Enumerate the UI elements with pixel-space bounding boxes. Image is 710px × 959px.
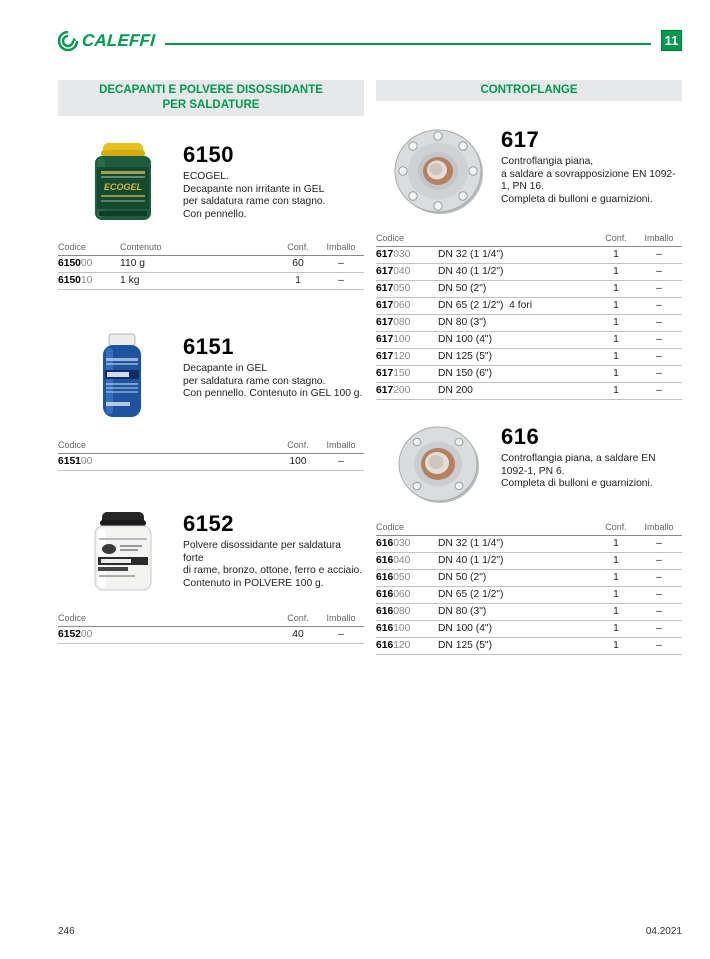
product-616 [376, 418, 682, 506]
product-photo-617 [376, 121, 501, 217]
table-header-row [58, 436, 364, 454]
table-6151 [58, 436, 364, 471]
content-cell: DN 125 (5") [438, 351, 493, 362]
product-description-6152 [183, 540, 364, 590]
code-cell: 617060 [376, 300, 411, 311]
conf-cell: 1 [613, 385, 619, 396]
description-line: Con pennello. Contenuto in GEL 100 g. [183, 388, 363, 399]
code-cell: 616080 [376, 606, 411, 617]
page-footer [58, 926, 682, 937]
code-cell: 615200 [58, 629, 93, 640]
imballo-cell: – [656, 623, 662, 634]
flange-8-hole-icon [391, 125, 487, 217]
flange-4-hole-icon [396, 422, 482, 506]
column-header: Imballo [326, 613, 356, 623]
imballo-cell: – [338, 275, 344, 286]
content-cell: 1 kg [120, 275, 140, 286]
imballo-cell: – [656, 317, 662, 328]
content-cell: DN 125 (5") [438, 640, 493, 651]
right-column [376, 80, 682, 655]
content-cell: DN 40 (1 1/2") [438, 555, 504, 566]
description-line: Decapante non irritante in GEL [183, 183, 325, 195]
conf-cell: 40 [292, 629, 304, 640]
table-row [376, 298, 682, 315]
page-number: 246 [58, 926, 75, 937]
content-cell: 110 g [120, 258, 146, 269]
column-header: Conf. [605, 233, 627, 243]
imballo-cell: – [656, 266, 662, 277]
table-6152 [58, 609, 364, 644]
column-header: Codice [58, 242, 87, 252]
table-row [376, 383, 682, 400]
code-cell: 617200 [376, 385, 411, 396]
product-photo-6150 [58, 136, 183, 224]
column-header: Imballo [644, 233, 674, 243]
table-row [58, 256, 364, 273]
imballo-cell: – [656, 640, 662, 651]
imballo-cell: – [656, 300, 662, 311]
table-header-row [376, 229, 682, 247]
page-header [58, 30, 682, 51]
section-header-decapanti [58, 80, 364, 116]
imballo-cell: – [338, 258, 344, 269]
conf-cell: 60 [292, 258, 304, 269]
conf-cell: 1 [295, 275, 301, 286]
header-rule [165, 43, 651, 45]
description-line: ECOGEL. [183, 171, 229, 182]
edition-date: 04.2021 [645, 926, 682, 937]
product-description-6151 [183, 363, 364, 401]
column-header: Imballo [326, 440, 356, 450]
code-cell: 615100 [58, 456, 93, 467]
table-row [376, 570, 682, 587]
table-row [376, 366, 682, 383]
section-header-controflange [376, 80, 682, 101]
column-header: Contenuto [120, 242, 162, 252]
table-header-row [58, 609, 364, 627]
table-row [58, 454, 364, 471]
conf-cell: 1 [613, 368, 619, 379]
column-header: Conf. [605, 522, 627, 532]
content-cell: DN 32 (1 1/4") [438, 538, 504, 549]
product-description-616 [501, 453, 682, 491]
table-header-row [376, 518, 682, 536]
code-cell: 617120 [376, 351, 411, 362]
imballo-cell: – [656, 572, 662, 583]
column-header: Codice [376, 522, 405, 532]
product-6150 [58, 136, 364, 224]
imballo-cell: – [656, 351, 662, 362]
table-row [376, 247, 682, 264]
caleffi-logo-icon [58, 31, 78, 51]
code-cell: 617100 [376, 334, 411, 345]
table-row [58, 273, 364, 290]
table-row [376, 536, 682, 553]
description-line: Contenuto in POLVERE 100 g. [183, 577, 324, 589]
content-cell: DN 80 (3") [438, 317, 487, 328]
column-header: Conf. [287, 440, 309, 450]
code-cell: 616060 [376, 589, 411, 600]
section-title-line2: PER SALDATURE [162, 99, 260, 111]
left-column [58, 80, 364, 655]
content-cell: DN 65 (2 1/2") 4 fori [438, 300, 533, 311]
column-header: Imballo [644, 522, 674, 532]
conf-cell: 1 [613, 623, 619, 634]
conf-cell: 1 [613, 283, 619, 294]
content-cell: DN 50 (2") [438, 572, 487, 583]
table-header-row [58, 238, 364, 256]
table-row [376, 587, 682, 604]
product-photo-6151 [58, 328, 183, 420]
description-line: Completa di bulloni e guarnizioni. [501, 478, 653, 489]
description-line: a saldare a sovrapposizione EN 1092-1, PN 16. [501, 168, 676, 192]
jar-label-text: ECOGEL [103, 182, 142, 192]
product-code-616: 616 [501, 424, 540, 449]
imballo-cell: – [656, 606, 662, 617]
conf-cell: 1 [613, 351, 619, 362]
content-cell: DN 80 (3") [438, 606, 487, 617]
table-row [376, 604, 682, 621]
conf-cell: 1 [613, 249, 619, 260]
imballo-cell: – [656, 589, 662, 600]
code-cell: 616050 [376, 572, 411, 583]
code-cell: 615010 [58, 275, 93, 286]
brand-name: CALEFFI [81, 30, 156, 50]
product-6151 [58, 328, 364, 420]
section-title: CONTROFLANGE [480, 84, 578, 96]
conf-cell: 1 [613, 266, 619, 277]
code-cell: 617030 [376, 249, 411, 260]
blue-bottle-icon [86, 332, 156, 420]
table-row [58, 627, 364, 644]
column-header: Conf. [287, 613, 309, 623]
conf-cell: 1 [613, 538, 619, 549]
description-line: Completa di bulloni e guarnizioni. [501, 193, 653, 205]
description-line: di rame, bronzo, ottone, ferro e acciaio. [183, 565, 363, 576]
imballo-cell: – [656, 385, 662, 396]
code-cell: 616100 [376, 623, 411, 634]
table-row [376, 315, 682, 332]
conf-cell: 1 [613, 555, 619, 566]
code-cell: 617050 [376, 283, 411, 294]
code-cell: 616120 [376, 640, 411, 651]
imballo-cell: – [656, 283, 662, 294]
product-6152 [58, 505, 364, 593]
description-line: Controflangia piana, a saldare EN 1092-1, PN 6. [501, 453, 656, 477]
imballo-cell: – [656, 555, 662, 566]
table-row [376, 553, 682, 570]
content-cell: DN 65 (2 1/2") [438, 589, 504, 600]
column-header: Codice [58, 440, 87, 450]
content-cell: DN 150 (6") [438, 368, 493, 379]
column-header: Codice [376, 233, 405, 243]
product-617 [376, 121, 682, 217]
conf-cell: 1 [613, 572, 619, 583]
code-cell: 616040 [376, 555, 411, 566]
product-description-6150 [183, 171, 364, 221]
description-line: Controflangia piana, [501, 156, 594, 167]
section-title-line1: DECAPANTI E POLVERE DISOSSIDANTE [99, 84, 323, 96]
table-row [376, 638, 682, 655]
imballo-cell: – [656, 249, 662, 260]
white-jar-icon [82, 509, 160, 593]
table-row [376, 349, 682, 366]
table-row [376, 332, 682, 349]
conf-cell: 1 [613, 334, 619, 345]
content-cell: DN 200 [438, 385, 473, 396]
column-header: Conf. [287, 242, 309, 252]
table-617 [376, 229, 682, 400]
imballo-cell: – [656, 368, 662, 379]
imballo-cell: – [656, 538, 662, 549]
caleffi-logo [58, 31, 155, 51]
code-cell: 615000 [58, 258, 93, 269]
table-616 [376, 518, 682, 655]
conf-cell: 1 [613, 606, 619, 617]
product-photo-616 [376, 418, 501, 506]
imballo-cell: – [656, 334, 662, 345]
table-row [376, 621, 682, 638]
product-code-6152: 6152 [183, 511, 234, 536]
code-cell: 616030 [376, 538, 411, 549]
content-cell: DN 32 (1 1/4") [438, 249, 504, 260]
description-line: Con pennello. [183, 208, 247, 220]
code-cell: 617040 [376, 266, 411, 277]
product-code-6151: 6151 [183, 334, 234, 359]
conf-cell: 1 [613, 589, 619, 600]
product-code-617: 617 [501, 127, 540, 152]
table-6150 [58, 238, 364, 290]
imballo-cell: – [338, 629, 344, 640]
code-cell: 617080 [376, 317, 411, 328]
conf-cell: 1 [613, 317, 619, 328]
conf-cell: 1 [613, 300, 619, 311]
description-line: per saldatura rame con stagno. [183, 196, 326, 207]
green-jar-icon [77, 140, 165, 224]
table-row [376, 281, 682, 298]
table-row [376, 264, 682, 281]
content-cell: DN 100 (4") [438, 334, 493, 345]
conf-cell: 1 [613, 640, 619, 651]
product-photo-6152 [58, 505, 183, 593]
description-line: per saldatura rame con stagno. [183, 375, 326, 387]
content-cell: DN 50 (2") [438, 283, 487, 294]
chapter-tab: 11 [661, 30, 682, 51]
product-code-6150: 6150 [183, 142, 234, 167]
content-cell: DN 40 (1 1/2") [438, 266, 504, 277]
conf-cell: 100 [289, 456, 307, 467]
column-header: Imballo [326, 242, 356, 252]
content-cell: DN 100 (4") [438, 623, 493, 634]
description-line: Decapante in GEL [183, 363, 268, 374]
product-description-617 [501, 156, 682, 206]
description-line: Polvere disossidante per saldatura forte [183, 540, 341, 564]
code-cell: 617150 [376, 368, 411, 379]
imballo-cell: – [338, 456, 344, 467]
column-header: Codice [58, 613, 87, 623]
